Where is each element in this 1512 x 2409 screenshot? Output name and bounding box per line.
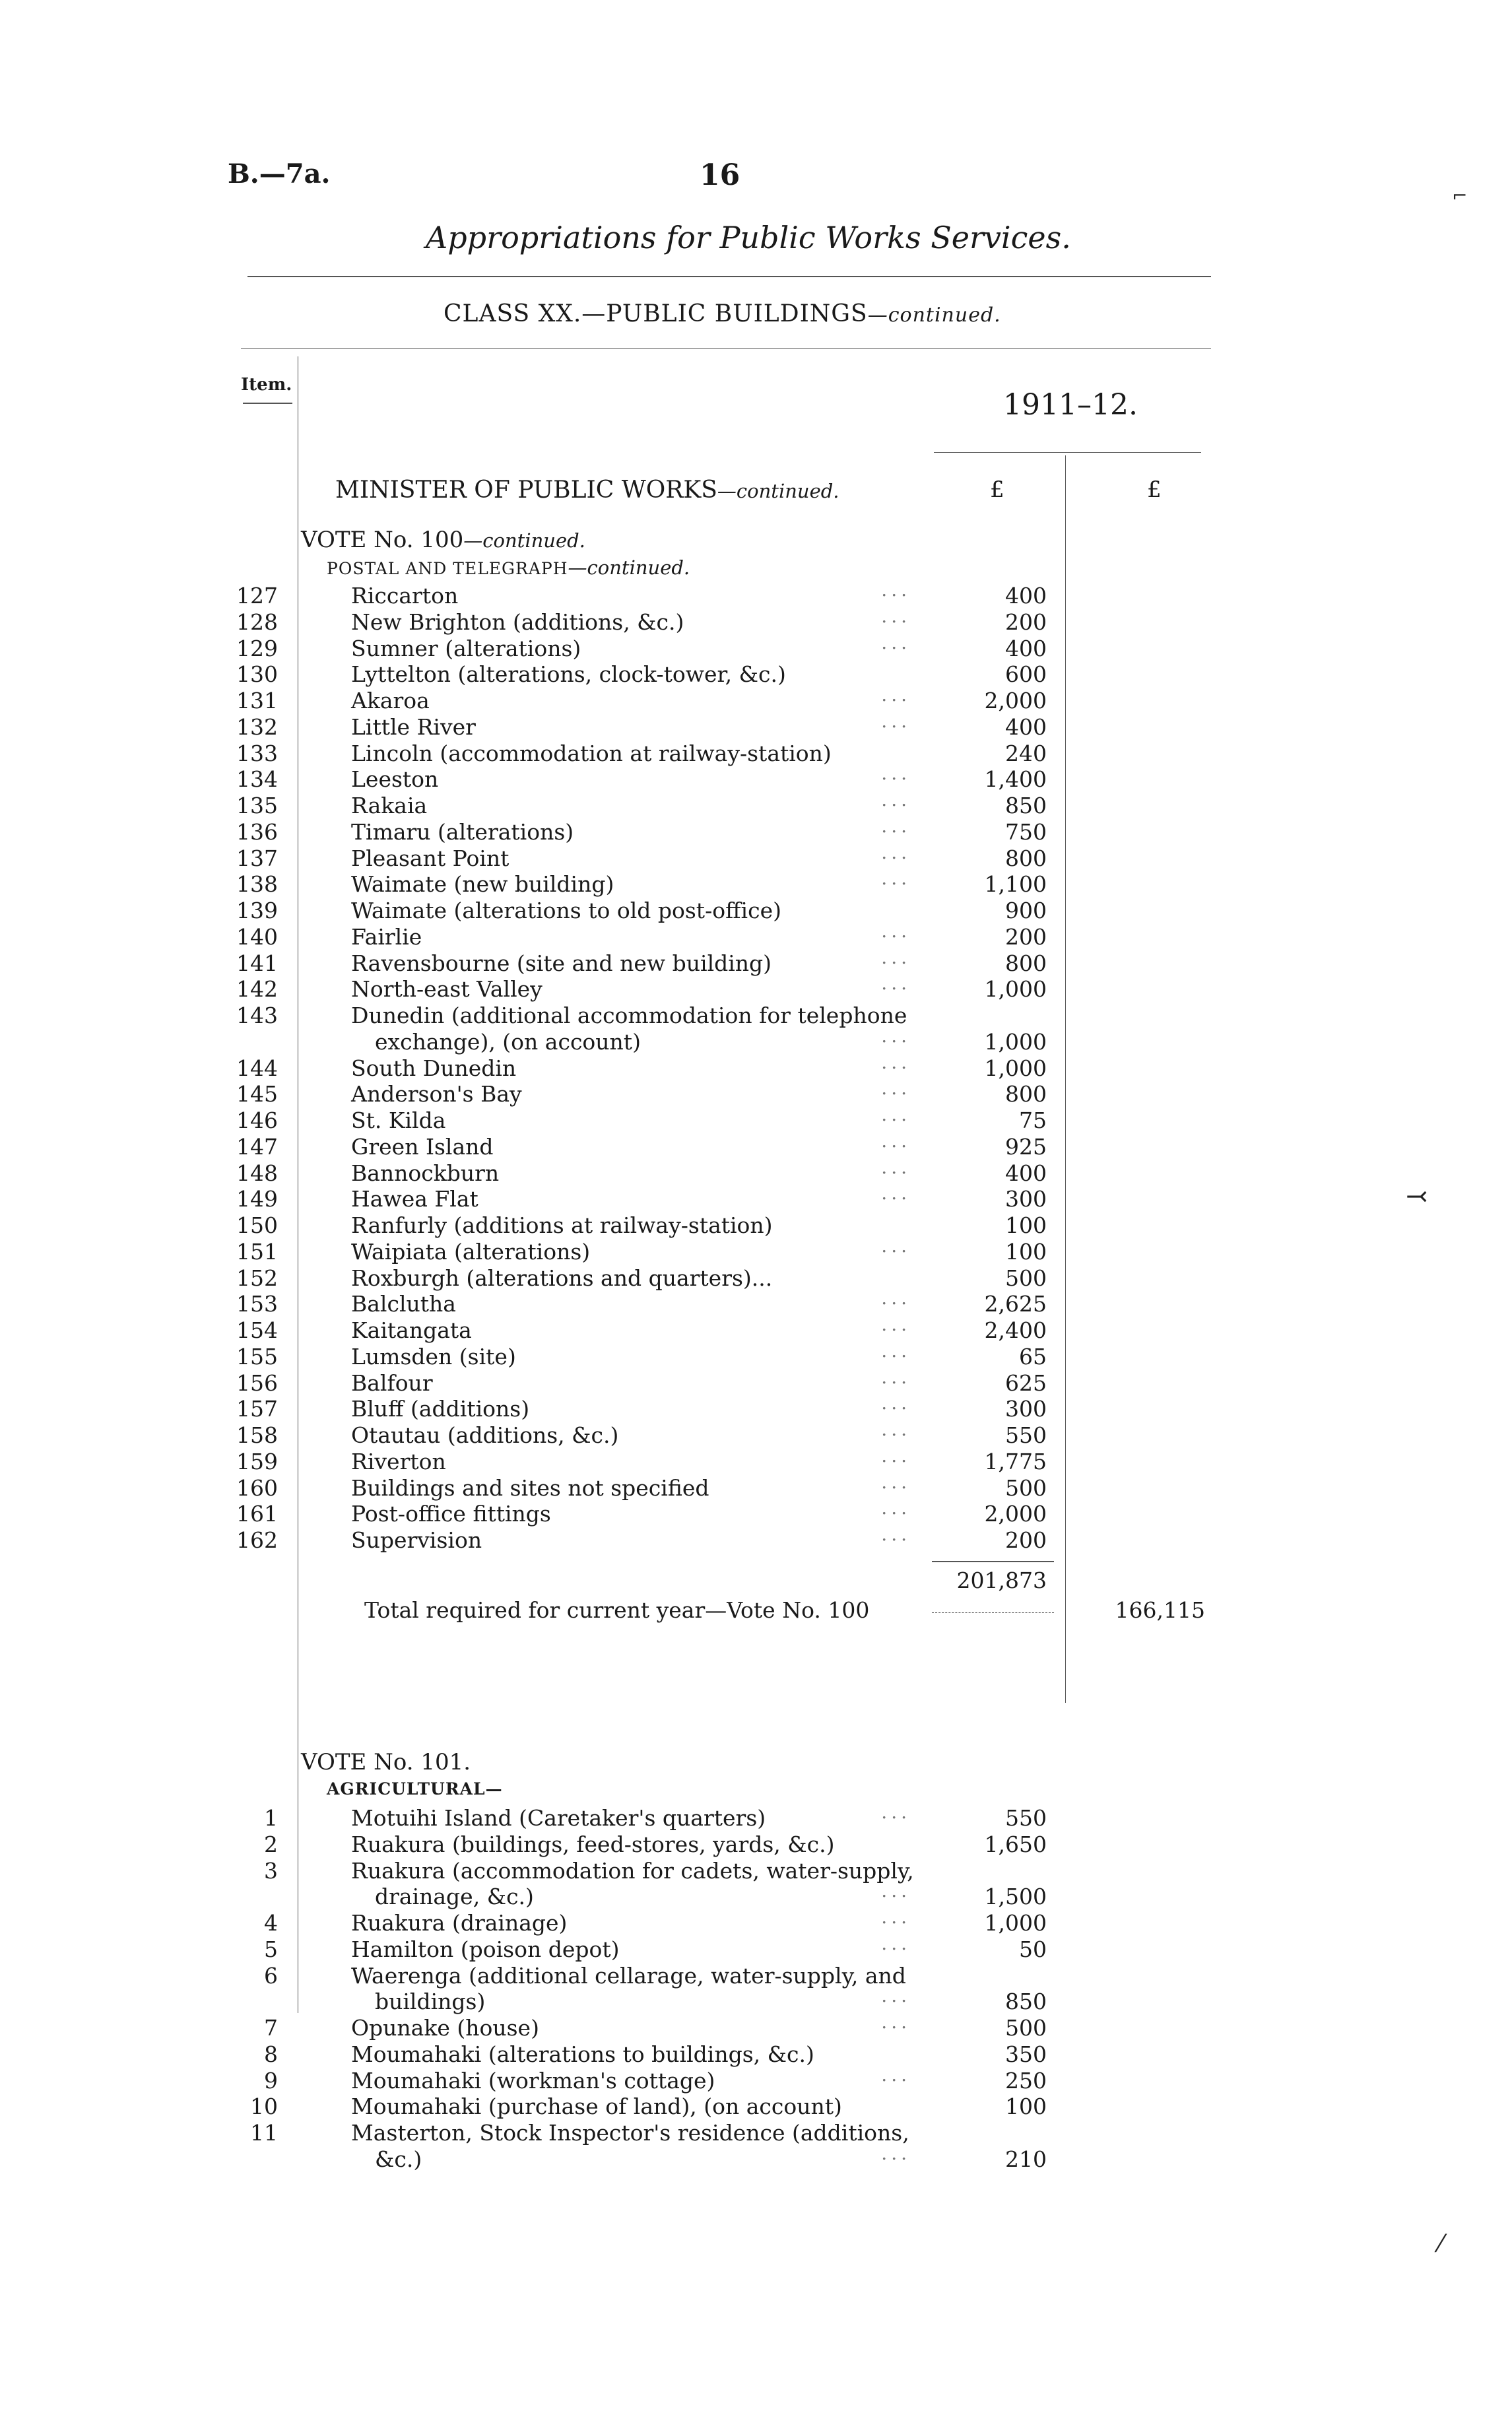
item-amount: 1,500 <box>984 1884 1047 1910</box>
vote101-row <box>0 1963 1512 1989</box>
item-amount: 400 <box>1005 635 1047 661</box>
vote100-row <box>0 946 1512 977</box>
item-description: Waerenga (additional cellarage, water-supply, and <box>351 1962 906 1989</box>
item-column-header: Item. <box>241 375 292 395</box>
vote100-row <box>0 1024 1512 1055</box>
vote100-row <box>0 684 1512 714</box>
item-amount: 240 <box>1005 740 1047 766</box>
item-number: 136 <box>236 818 278 845</box>
item-number: 132 <box>236 713 278 740</box>
leader-dots: ... <box>881 2142 911 2164</box>
vote100-row <box>0 1156 1512 1187</box>
leader-dots: ... <box>881 1182 911 1204</box>
document-code: B.—7a. <box>228 158 331 189</box>
item-amount: 625 <box>1005 1370 1047 1396</box>
vote100-row <box>0 1339 1512 1370</box>
vote100-row <box>0 762 1512 793</box>
vote100-row <box>0 1234 1512 1265</box>
item-amount: 350 <box>1005 2041 1047 2067</box>
item-header-underline <box>243 403 292 404</box>
item-description: Riverton <box>351 1448 446 1474</box>
item-amount: 1,000 <box>984 1055 1047 1081</box>
item-number: 142 <box>236 976 278 1003</box>
year-column-header: 1911–12. <box>1003 388 1138 422</box>
leader-dots: ... <box>881 1077 911 1100</box>
item-description: Riccarton <box>351 583 459 609</box>
vote101-row <box>0 1880 1512 1910</box>
vote-100-category-label: POSTAL AND TELEGRAPH <box>327 559 568 578</box>
vote101-row <box>0 2041 1512 2068</box>
vote100-row <box>0 579 1512 609</box>
vote100-row <box>0 1287 1512 1317</box>
item-number: 3 <box>264 1857 278 1884</box>
item-description: Lyttelton (alterations, clock-tower, &c.) <box>351 661 786 688</box>
item-description: New Brighton (additions, &c.) <box>351 609 684 635</box>
item-number: 151 <box>236 1238 278 1265</box>
vote101-row <box>0 2094 1512 2120</box>
item-description: Anderson's Bay <box>351 1081 522 1107</box>
leader-dots: ... <box>881 2011 911 2033</box>
item-number: 130 <box>236 661 278 688</box>
item-description: exchange), (on account) <box>375 1028 641 1055</box>
vote100-row <box>0 1444 1512 1475</box>
item-amount: 400 <box>1005 1160 1047 1186</box>
vote101-row <box>0 2063 1512 2094</box>
vote100-row <box>0 789 1512 819</box>
leader-dots: ... <box>881 1906 911 1928</box>
table-top-rule <box>241 348 1211 349</box>
item-amount: 550 <box>1005 1422 1047 1448</box>
vote-101-category <box>327 1779 503 1799</box>
leader-dots: ... <box>881 1497 911 1519</box>
vote100-row <box>0 1470 1512 1502</box>
item-amount: 1,100 <box>984 871 1047 898</box>
vote100-row <box>0 867 1512 898</box>
vote101-row <box>0 2011 1512 2041</box>
leader-dots: ... <box>881 1051 911 1073</box>
item-number: 133 <box>236 740 278 766</box>
item-description: Timaru (alterations) <box>351 818 574 845</box>
item-number: 156 <box>236 1370 278 1396</box>
item-number: 4 <box>264 1910 278 1936</box>
year-header-rule <box>934 452 1201 453</box>
item-amount: 2,400 <box>984 1317 1047 1343</box>
item-number: 152 <box>236 1265 278 1291</box>
item-description: Moumahaki (workman's cottage) <box>351 2067 715 2094</box>
item-description: &c.) <box>375 2146 422 2172</box>
item-amount: 2,000 <box>984 1501 1047 1527</box>
item-amount: 500 <box>1005 1265 1047 1291</box>
item-description: Fairlie <box>351 923 422 950</box>
item-amount: 100 <box>1005 1238 1047 1265</box>
vote101-row <box>0 1832 1512 1858</box>
leader-dots: ... <box>881 762 911 785</box>
item-number: 153 <box>236 1291 278 1317</box>
leader-dots: ... <box>881 1392 911 1414</box>
vote100-row <box>0 841 1512 872</box>
item-amount: 925 <box>1005 1133 1047 1160</box>
vote101-row <box>0 1906 1512 1936</box>
item-description: Rakaia <box>351 793 428 818</box>
vote100-row <box>0 1051 1512 1082</box>
vote100-row <box>0 661 1512 688</box>
item-description: Leeston <box>351 766 439 793</box>
item-amount: 400 <box>1005 713 1047 740</box>
leader-dots: ... <box>881 579 911 601</box>
item-description: Opunake (house) <box>351 2015 539 2041</box>
vote-100-subtotal: 201,873 <box>956 1568 1047 1593</box>
item-number: 131 <box>236 688 278 713</box>
item-amount: 500 <box>1005 2015 1047 2041</box>
item-description: Ranfurly (additions at railway-station) <box>351 1212 773 1238</box>
item-amount: 800 <box>1005 950 1047 976</box>
item-amount: 200 <box>1005 609 1047 635</box>
item-description: Moumahaki (alterations to buildings, &c.) <box>351 2041 814 2067</box>
item-description: Hawea Flat <box>351 1186 478 1212</box>
leader-dots: ... <box>881 841 911 863</box>
item-number: 158 <box>236 1422 278 1448</box>
vote101-row <box>0 1985 1512 2015</box>
item-number: 146 <box>236 1107 278 1133</box>
leader-dots: ... <box>881 1523 911 1545</box>
vote100-row <box>0 605 1512 636</box>
item-amount: 1,400 <box>984 766 1047 793</box>
vote-100-title: VOTE No. 100 <box>301 527 464 553</box>
vote100-row <box>0 1003 1512 1029</box>
item-amount: 800 <box>1005 845 1047 871</box>
item-description: Ruakura (accommodation for cadets, water-supply, <box>351 1857 914 1884</box>
item-description: Waimate (new building) <box>351 871 614 898</box>
item-number: 128 <box>236 609 278 635</box>
item-number: 162 <box>236 1527 278 1553</box>
currency-symbol-subitems: £ <box>990 477 1004 503</box>
item-amount: 210 <box>1005 2146 1047 2172</box>
item-description: buildings) <box>375 1989 486 2015</box>
item-amount: 200 <box>1005 923 1047 950</box>
vote100-row <box>0 814 1512 845</box>
leader-dots: ... <box>881 605 911 627</box>
class-heading-title: CLASS XX.—PUBLIC BUILDINGS <box>444 300 868 327</box>
item-number: 138 <box>236 871 278 898</box>
leader-dots: ... <box>881 1932 911 1954</box>
vote100-row <box>0 1366 1512 1397</box>
leader-dots: ... <box>881 2063 911 2086</box>
item-number: 145 <box>236 1081 278 1107</box>
item-description: Balfour <box>351 1370 433 1396</box>
leader-dots: ... <box>881 1234 911 1257</box>
item-number: 6 <box>264 1962 278 1989</box>
item-amount: 900 <box>1005 898 1047 923</box>
item-amount: 1,000 <box>984 1910 1047 1936</box>
item-number: 2 <box>264 1831 278 1857</box>
item-number: 157 <box>236 1396 278 1422</box>
item-description: Lincoln (accommodation at railway-station) <box>351 740 832 766</box>
leader-dots: ... <box>881 919 911 942</box>
item-number: 161 <box>236 1501 278 1527</box>
vote-101-category-label: AGRICULTURAL— <box>327 1779 503 1798</box>
leader-dots: ... <box>881 1470 911 1493</box>
item-amount: 1,650 <box>984 1831 1047 1857</box>
item-number: 129 <box>236 635 278 661</box>
page-number: 16 <box>700 158 740 192</box>
leader-dots: ... <box>881 1444 911 1467</box>
vote101-row <box>0 1932 1512 1963</box>
item-description: Bannockburn <box>351 1160 500 1186</box>
item-number: 11 <box>250 2120 278 2146</box>
vote101-row <box>0 1858 1512 1884</box>
item-amount: 65 <box>1019 1343 1047 1370</box>
leader-dots: ... <box>881 1801 911 1823</box>
vote100-row <box>0 1182 1512 1212</box>
vote-100-category-suffix: —continued. <box>568 556 690 579</box>
item-number: 137 <box>236 845 278 871</box>
vote-100-total-label: Total required for current year—Vote No. 100 <box>364 1597 870 1623</box>
item-number: 148 <box>236 1160 278 1186</box>
item-amount: 100 <box>1005 2094 1047 2120</box>
leader-dots: ... <box>881 631 911 653</box>
vote-100-suffix: —continued. <box>463 529 585 552</box>
vote100-row <box>0 741 1512 767</box>
class-heading-suffix: —continued. <box>867 304 1001 327</box>
item-amount: 800 <box>1005 1081 1047 1107</box>
class-heading <box>444 300 1001 327</box>
minister-heading <box>335 477 839 504</box>
leader-dots: ... <box>881 867 911 890</box>
item-number: 160 <box>236 1474 278 1501</box>
item-amount: 75 <box>1019 1107 1047 1133</box>
item-description: Moumahaki (purchase of land), (on account) <box>351 2094 842 2120</box>
item-amount: 1,000 <box>984 976 1047 1003</box>
leader-dots: ... <box>881 1418 911 1440</box>
item-description: drainage, &c.) <box>375 1884 534 1910</box>
item-description: Waimate (alterations to old post-office) <box>351 898 781 923</box>
vote100-row <box>0 1077 1512 1107</box>
item-number: 159 <box>236 1448 278 1474</box>
vote-100-total-amount: 166,115 <box>1115 1597 1205 1623</box>
item-amount: 300 <box>1005 1396 1047 1422</box>
leader-dots: ... <box>881 1339 911 1362</box>
vote100-row <box>0 1313 1512 1344</box>
item-amount: 850 <box>1005 1989 1047 2015</box>
item-description: Buildings and sites not specified <box>351 1474 709 1501</box>
item-number: 149 <box>236 1186 278 1212</box>
item-number: 155 <box>236 1343 278 1370</box>
leader-dots: ... <box>881 1880 911 1902</box>
vote101-row <box>0 2120 1512 2146</box>
leader-dots: ... <box>881 814 911 837</box>
leader-dots: ... <box>881 1129 911 1152</box>
item-description: Otautau (additions, &c.) <box>351 1422 619 1448</box>
item-number: 5 <box>264 1936 278 1962</box>
vote-101-heading: VOTE No. 101. <box>301 1749 471 1775</box>
item-amount: 1,775 <box>984 1448 1047 1474</box>
item-description: Ruakura (drainage) <box>351 1910 568 1936</box>
leader-dots: ... <box>881 1985 911 2007</box>
item-amount: 2,000 <box>984 688 1047 713</box>
item-description: Sumner (alterations) <box>351 635 581 661</box>
leader-dots: ... <box>881 1104 911 1125</box>
vote-100-category <box>327 556 690 579</box>
item-description: Waipiata (alterations) <box>351 1238 591 1265</box>
item-number: 150 <box>236 1212 278 1238</box>
leader-dots: ... <box>881 972 911 995</box>
item-amount: 50 <box>1019 1936 1047 1962</box>
item-description: Kaitangata <box>351 1317 472 1343</box>
leader-dots: ... <box>881 710 911 732</box>
item-description: Pleasant Point <box>351 845 509 871</box>
item-number: 139 <box>236 898 278 923</box>
item-number: 140 <box>236 923 278 950</box>
item-number: 10 <box>250 2094 278 2120</box>
item-description: North-east Valley <box>351 976 542 1003</box>
item-number: 141 <box>236 950 278 976</box>
vote100-row <box>0 898 1512 924</box>
item-amount: 200 <box>1005 1527 1047 1553</box>
item-description: Post-office fittings <box>351 1501 551 1527</box>
item-amount: 300 <box>1005 1186 1047 1212</box>
item-description: Roxburgh (alterations and quarters)... <box>351 1265 773 1291</box>
item-number: 135 <box>236 793 278 818</box>
leader-dots: ... <box>881 684 911 706</box>
item-number: 143 <box>236 1003 278 1028</box>
minister-suffix: —continued. <box>717 480 839 502</box>
item-amount: 250 <box>1005 2067 1047 2094</box>
item-description: South Dunedin <box>351 1055 517 1081</box>
currency-symbol-totals: £ <box>1147 477 1162 503</box>
item-amount: 850 <box>1005 793 1047 818</box>
vote100-row <box>0 1523 1512 1554</box>
item-amount: 1,000 <box>984 1028 1047 1055</box>
leader-dots: ... <box>881 1313 911 1335</box>
vote100-row <box>0 972 1512 1003</box>
item-description: Balclutha <box>351 1291 456 1317</box>
item-number: 134 <box>236 766 278 793</box>
item-description: Ruakura (buildings, feed-stores, yards, &c.) <box>351 1831 835 1857</box>
item-amount: 600 <box>1005 661 1047 688</box>
vote-100-heading <box>301 527 585 553</box>
leader-dots: ... <box>881 1287 911 1309</box>
vote100-row <box>0 1392 1512 1422</box>
total-dash-rule <box>932 1612 1054 1613</box>
item-number: 8 <box>264 2041 278 2067</box>
minister-name: MINISTER OF PUBLIC WORKS <box>335 477 717 504</box>
page-title: Appropriations for Public Works Services. <box>426 220 1071 255</box>
leader-dots: ... <box>881 789 911 810</box>
vote100-row <box>0 1129 1512 1160</box>
leader-dots: ... <box>881 1024 911 1047</box>
scan-mark: ⤙ <box>1406 1181 1428 1212</box>
header-rule <box>247 276 1211 277</box>
item-amount: 100 <box>1005 1212 1047 1238</box>
vote100-row <box>0 919 1512 950</box>
vote100-row <box>0 1104 1512 1134</box>
item-amount: 500 <box>1005 1474 1047 1501</box>
item-amount: 750 <box>1005 818 1047 845</box>
item-number: 127 <box>236 583 278 609</box>
item-number: 144 <box>236 1055 278 1081</box>
item-description: Little River <box>351 713 476 740</box>
scan-mark: ⌐ <box>1452 185 1468 207</box>
item-amount: 400 <box>1005 583 1047 609</box>
vote100-row <box>0 1497 1512 1527</box>
vote101-row <box>0 2142 1512 2173</box>
item-description: Akaroa <box>351 688 430 713</box>
item-description: St. Kilda <box>351 1107 446 1133</box>
item-number: 154 <box>236 1317 278 1343</box>
vote100-row <box>0 710 1512 741</box>
item-description: Supervision <box>351 1527 482 1553</box>
item-description: Hamilton (poison depot) <box>351 1936 620 1962</box>
vote101-row <box>0 1801 1512 1832</box>
vote100-row <box>0 1212 1512 1239</box>
scan-mark: ⁄ <box>1439 2231 1443 2258</box>
item-description: Motuihi Island (Caretaker's quarters) <box>351 1805 766 1831</box>
item-description: Green Island <box>351 1133 494 1160</box>
vote100-row <box>0 631 1512 662</box>
vote100-row <box>0 1265 1512 1292</box>
item-amount: 2,625 <box>984 1291 1047 1317</box>
item-amount: 550 <box>1005 1805 1047 1831</box>
item-description: Bluff (additions) <box>351 1396 530 1422</box>
item-number: 1 <box>264 1805 278 1831</box>
item-number: 7 <box>264 2015 278 2041</box>
item-description: Ravensbourne (site and new building) <box>351 950 772 976</box>
item-description: Lumsden (site) <box>351 1343 516 1370</box>
leader-dots: ... <box>881 1156 911 1178</box>
vote100-row <box>0 1418 1512 1449</box>
subtotal-rule <box>932 1561 1054 1562</box>
item-number: 147 <box>236 1133 278 1160</box>
leader-dots: ... <box>881 946 911 968</box>
leader-dots: ... <box>881 1366 911 1388</box>
item-description: Masterton, Stock Inspector's residence (additions, <box>351 2120 909 2146</box>
item-description: Dunedin (additional accommodation for telephone <box>351 1003 907 1028</box>
item-number: 9 <box>264 2067 278 2094</box>
